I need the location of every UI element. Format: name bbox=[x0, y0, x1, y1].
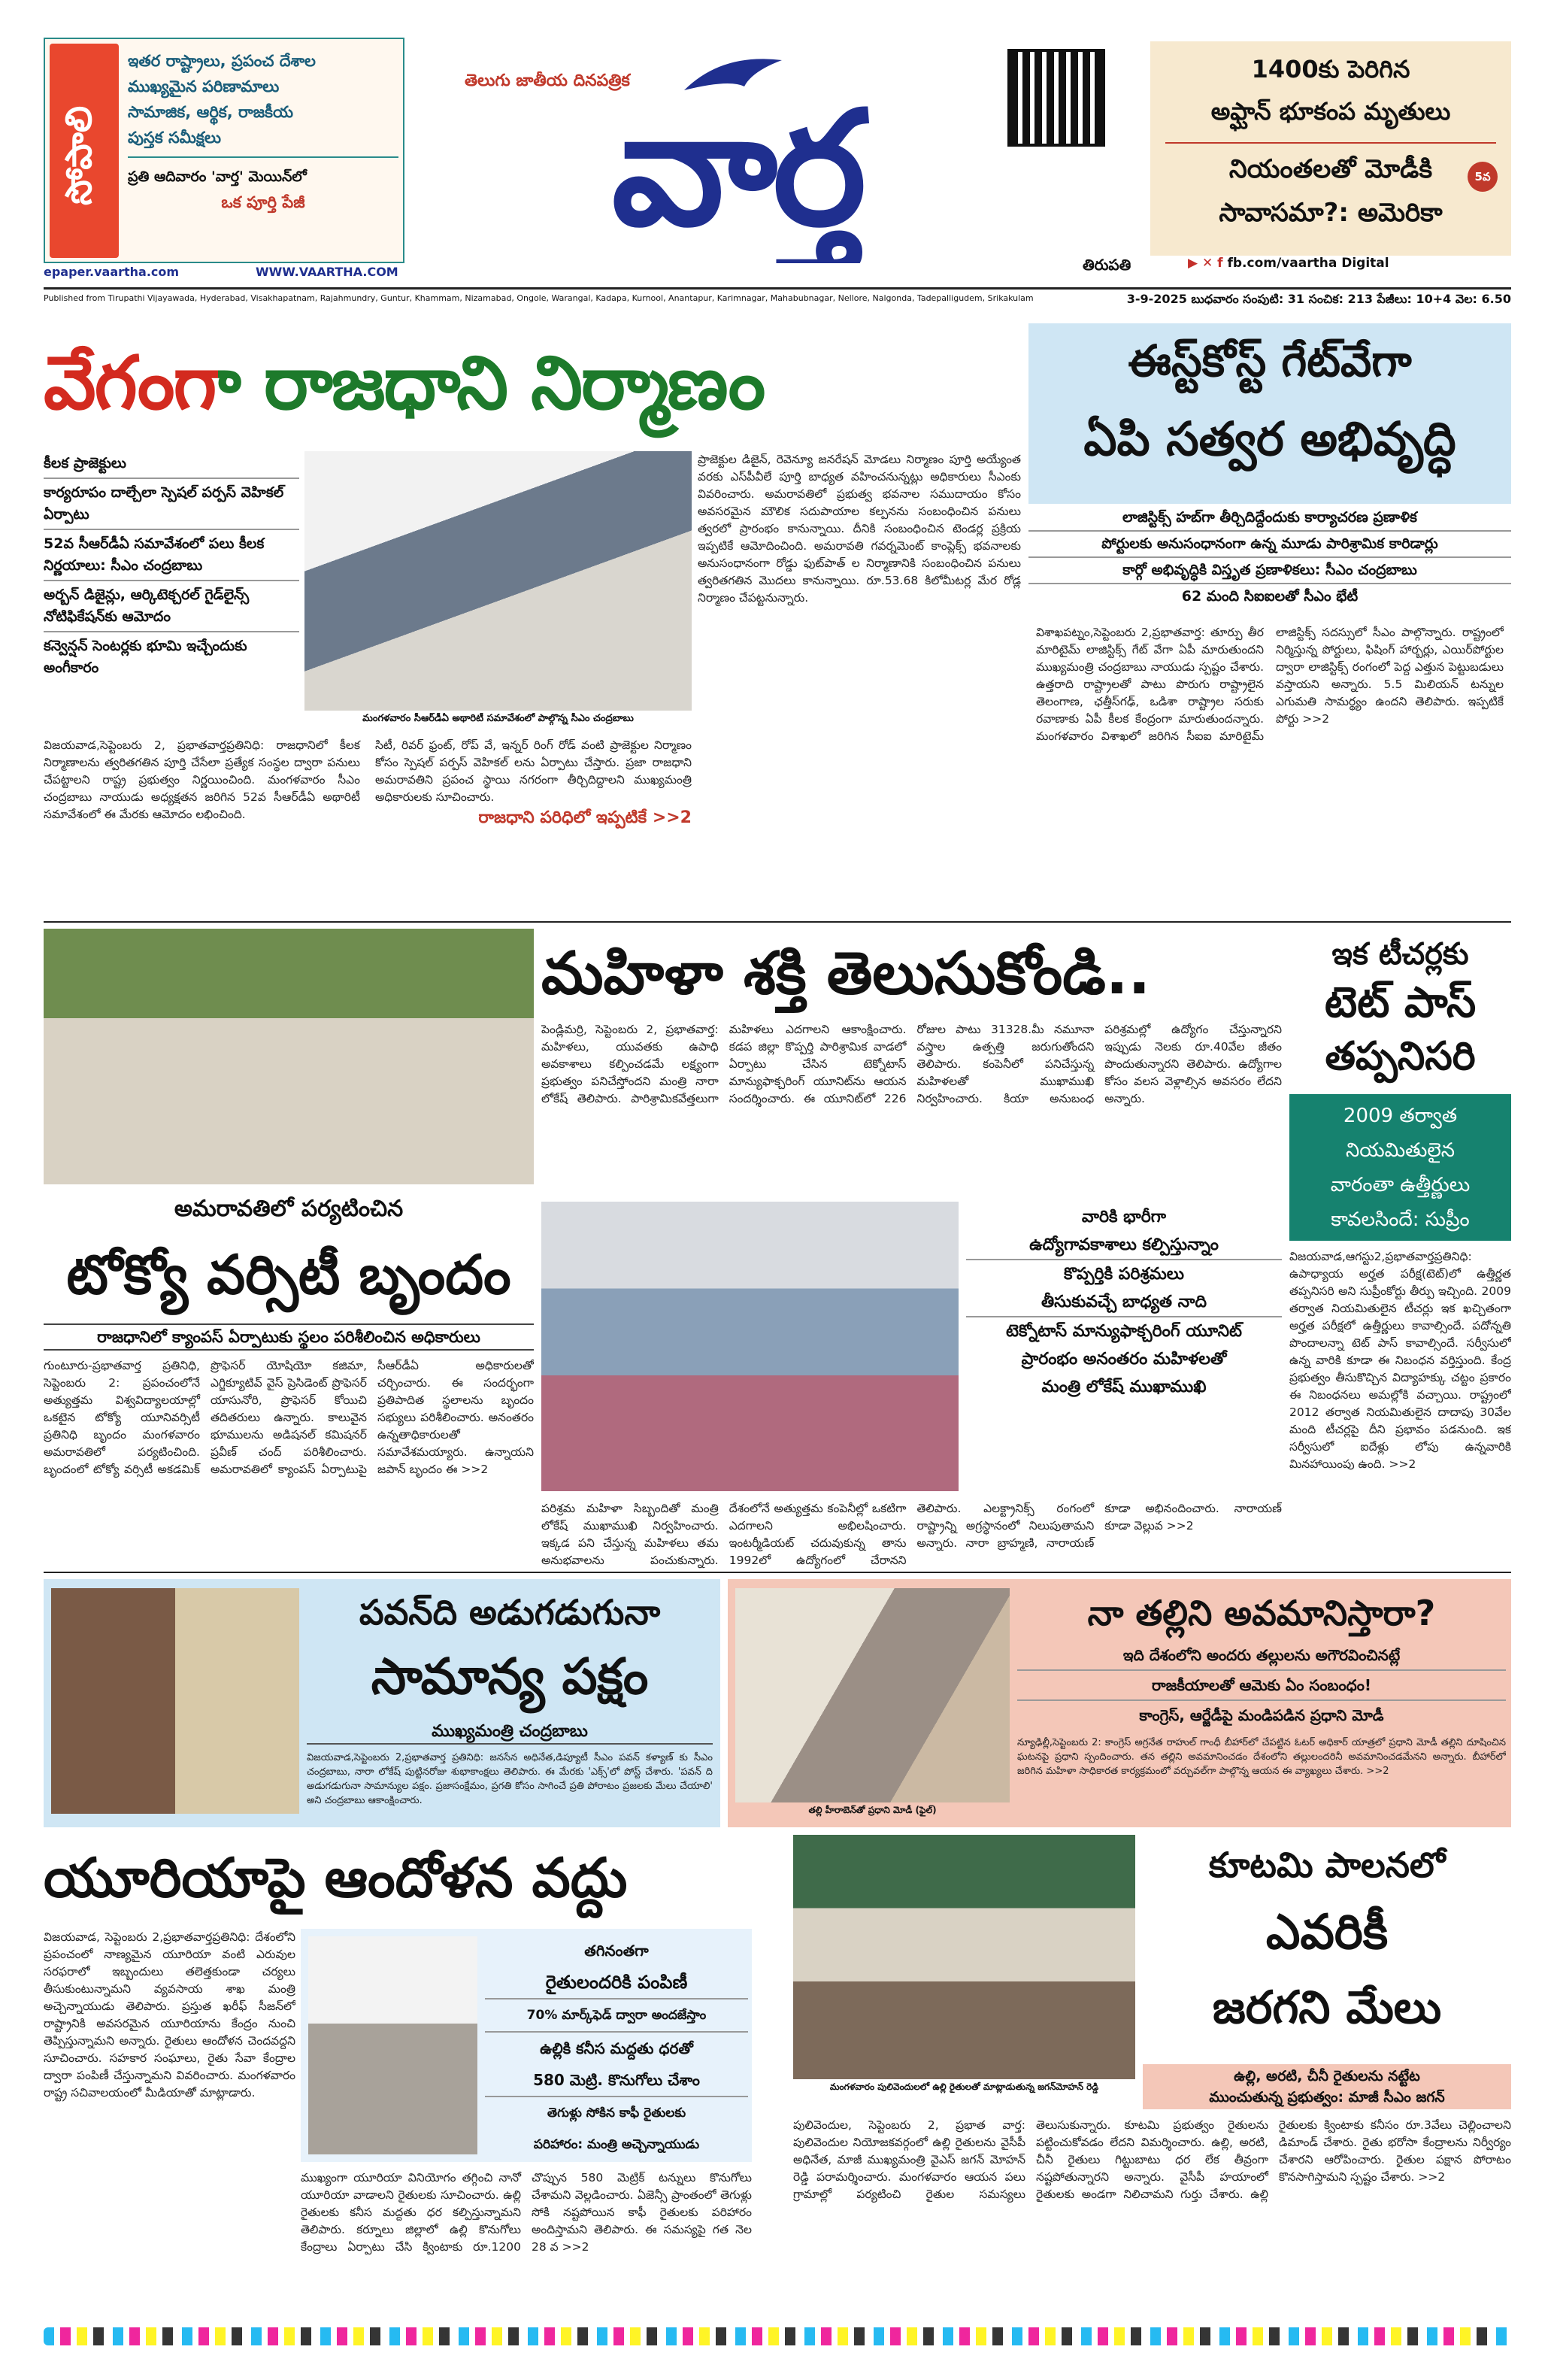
eastcoast-sub: 62 మంది సిఐఐలతో సీఎం భేటీ bbox=[1181, 588, 1359, 605]
modi-headline: నా తల్లిని అవమానిస్తారా? bbox=[1087, 1593, 1436, 1633]
lead-bullets bbox=[44, 450, 299, 728]
top-story-line: నియంతలతో మోడీకి bbox=[1228, 154, 1433, 184]
eastcoast-sub: కార్గో అభివృద్ధికి విస్తృత ప్రణాళికలు: సీఎం చంద్రబాబు bbox=[1028, 558, 1511, 584]
modi-photo-caption: తల్లి హీరాబెన్‌తో ప్రధాని మోడీ (ఫైల్) bbox=[808, 1805, 937, 1815]
published-from: Published from Tirupathi Vijayawada, Hyderabad, Visakhapatnam, Rajahmundry, Guntur, Khammam, Nizamabad, Ongole, Warangal, Kadapa, Kurnool, Anantapur, Karimnagar, Mahabubnagar, Nellore, Nalgonda, Tadepalligudem, Srikakulam bbox=[44, 293, 1034, 303]
lead-body-bottom bbox=[44, 737, 692, 932]
women-sub: ఉద్యోగావకాశాలు కల్పిస్తున్నాం bbox=[966, 1231, 1282, 1260]
promo-badge bbox=[50, 44, 119, 258]
website-link[interactable]: WWW.VAARTHA.COM bbox=[256, 265, 398, 279]
jagan-photo bbox=[793, 1835, 1135, 2079]
kootami-body: పులివెందుల, సెప్టెంబరు 2, ప్రభాత వార్త: పులివెందుల నియోజకవర్గంలో ఉల్లి రైతులను వైసీపీ అధినేత, మాజీ ముఖ్యమంత్రి వైఎస్ జగన్ మోహన్ రెడ్డి పరామర్శించారు. మంగళవారం ఆయన పలు గ్రామాల్లో పర్యటించి రైతుల సమస్యలు తెలుసుకున్నారు. కూటమి ప్రభుత్వం రైతులను పట్టించుకోవడం లేదని విమర్శించారు. ఉల్లి, అరటి, చీనీ రైతులు గిట్టుబాటు ధర లేక తీవ్రంగా నష్టపోతున్నారని అన్నారు. వైసీపీ హయాంలో రైతులకు అండగా నిలిచామని గుర్తు చేశారు. ఉల్లి రైతులకు క్వింటాకు కనీసం రూ.3వేలు చెల్లించాలని డిమాండ్ చేశారు. రైతు భరోసా కేంద్రాలను నిర్వీర్యం చేశారని ఆరోపించారు. రైతుల పక్షాన పోరాటం కొనసాగిస్తామని స్పష్టం చేశారు. >>2 bbox=[793, 2118, 1511, 2201]
lead-bullet: అర్బన్ డిజైన్లు, ఆర్కిటెక్చరల్ గైడ్‌లైన్స్ నోటిఫికేషన్‌కు ఆమోదం bbox=[44, 581, 299, 632]
masthead-rule bbox=[44, 287, 1511, 290]
urea-box-line: తగినంతగా bbox=[584, 1942, 649, 1960]
urea-box-line: ఉల్లికి కనీస మద్దతు ధరతో bbox=[540, 2039, 693, 2057]
women-headline[interactable]: మహిళా శక్తి తెలుసుకోండి.. bbox=[541, 940, 1151, 1008]
eastcoast-subs bbox=[1028, 505, 1511, 618]
urea-body2: ముఖ్యంగా యూరియా వినియోగం తగ్గించి నానో యూరియా వాడాలని రైతులకు సూచించారు. ఉల్లి రైతులకు కనీస మద్దతు ధర కల్పిస్తున్నామని తెలిపారు. కర్నూలు జిల్లాలో ఉల్లి కొనుగోలు కేంద్రాలు ఏర్పాటు చేసి క్వింటాకు రూ.1200 చొప్పున 580 మెట్రిక్ టన్నులు కొనుగోలు చేశామని వెల్లడించారు. ఏజెన్సీ ప్రాంతంలో తెగుళ్లు సోకి నష్టపోయిన కాఫీ రైతులకు పరిహారం అందిస్తామని తెలిపారు. ఈ సమస్యపై గత నెల 28 వ >>2 bbox=[301, 2171, 752, 2254]
tet-box-line: నియమితులైన bbox=[1345, 1139, 1456, 1162]
lead-paragraph: సిటీ, రివర్ ఫ్రంట్, రోప్ వే, ఇన్నర్ రింగ్ రోడ్ వంటి ప్రాజెక్టుల నిర్మాణం కోసం స్పెషల్ పర్పస్ వెహికల్ లను ఏర్పాటు చేస్తారు. ప్రజా రాజధాని అమరావతిని ప్రపంచ స్థాయి నగరంగా తీర్చిదిద్దాలని ముఖ్యమంత్రి అధికారులకు సూచించారు. bbox=[375, 738, 692, 804]
kootami-headline-line: జరగని మేలు bbox=[1212, 1981, 1442, 2034]
eastcoast-sub: లాజిస్టిక్స్ హబ్‌గా తీర్చిదిద్దేందుకు కార్యాచరణ ప్రణాళిక bbox=[1028, 505, 1511, 532]
qr-code-icon bbox=[1007, 49, 1105, 147]
promo-box bbox=[44, 38, 404, 263]
women-photo-subs bbox=[966, 1203, 1282, 1493]
tet-headline-line: ఇక టీచర్లకు bbox=[1331, 937, 1469, 972]
top-story-line: సావాసమా?: అమెరికా bbox=[1219, 198, 1443, 228]
urea-box bbox=[301, 1929, 752, 2162]
eastcoast-headline: ఏపి సత్వర అభివృద్ధి bbox=[1083, 411, 1456, 466]
urea-box-line: రైతులందరికి పంపిణీ bbox=[485, 1966, 748, 2000]
tokyo-photo-caption: అమరావతిలో పర్యటించిన bbox=[174, 1196, 404, 1222]
women-body: పెండ్లిమర్రి, సెప్టెంబరు 2, ప్రభాతవార్త: మహిళలు, యువతకు ఉపాధి అవకాశాలు కల్పించడమే లక్ష్యంగా ప్రభుత్వం పనిచేస్తోందని మంత్రి నారా లోకేష్ తెలిపారు. పారిశ్రామికవేత్తలుగా మహిళలు ఎదగాలని ఆకాంక్షించారు. కడప జిల్లా కొప్పర్తి పారిశ్రామిక వాడలో ఏర్పాటు చేసిన టెక్నోటాస్ మాన్యుఫాక్చరింగ్ యూనిట్‌ను ఆయన సందర్శించారు. ఈ యూనిట్‌లో 226 రోజుల పాటు 31328.మీ నమూనా వస్త్రాల ఉత్పత్తి జరుగుతోందని తెలిపారు. కంపెనీలో పనిచేస్తున్న మహిళలతో ముఖాముఖి నిర్వహించారు. కియా అనుబంధ పరిశ్రమల్లో ఉద్యోగం చేస్తున్నారని ఇప్పుడు నెలకు రూ.40వేల జీతం పొందుతున్నారని తెలిపారు. ఉద్యోగాల కోసం వలస వెళ్లాల్సిన అవసరం లేదని అన్నారు. bbox=[541, 1023, 1282, 1105]
eastcoast-sub: పోర్టులకు అనుసంధానంగా ఉన్న మూడు పారిశ్రామిక కారిడార్లు bbox=[1028, 532, 1511, 558]
lead-paragraph: విజయవాడ,సెప్టెంబరు 2, ప్రభాతవార్తప్రతినిధి: రాజధానిలో కీలక నిర్మాణాలను త్వరితగతిన పూర్తి చేసేలా ప్రత్యేక సంస్థల ద్వారా పనులు చేపట్టాలని రాష్ట్ర ప్రభుత్వం నిర్ణయించింది. మంగళవారం సీఎం చంద్రబాబు నాయుడు అధ్యక్షతన జరిగిన 52వ సీఆర్‌డీఏ అథారిటీ సమావేశంలో ఈ మేరకు ఆమోదం లభించింది. bbox=[44, 738, 360, 821]
urea-body: విజయవాడ, సెప్టెంబరు 2,ప్రభాతవార్తప్రతినిధి: దేశంలోని ప్రపంచంలో నాణ్యమైన యూరియా వంటి ఎరువుల సరఫరాలో ఇబ్బందులు తలెత్తకుండా చర్యలు తీసుకుంటున్నామని వ్యవసాయ శాఖ మంత్రి అచ్చెన్నాయుడు తెలిపారు. ప్రస్తుత ఖరీఫ్ సీజన్‌లో రాష్ట్రానికి అవసరమైన యూరియాను కేంద్రం నుంచి తెప్పిస్తున్నామని అన్నారు. రైతులు ఆందోళన చెందవద్దని సూచించారు. సహకార సంఘాలు, రైతు సేవా కేంద్రాల ద్వారా పంపిణీ చేస్తున్నామని వివరించారు. మంగళవారం రాష్ట్ర సచివాలయంలో మీడియాతో మాట్లాడారు. bbox=[44, 1930, 295, 2100]
eastcoast-body: విశాఖపట్నం,సెప్టెంబరు 2,ప్రభాతవార్త: తూర్పు తీర మారిటైమ్ లాజిస్టిక్స్ గేట్ వేగా ఏపీ మారుతుందని ముఖ్యమంత్రి చంద్రబాబు నాయుడు స్పష్టం చేశారు. ఉత్తరాది రాష్ట్రాలతో పాటు పొరుగు రాష్ట్రాలైన తెలంగాణ, ఛత్తీస్‌గఢ్, ఒడిశా రాష్ట్రాల సరుకు రవాణాకు ఏపీ కీలక కేంద్రంగా మారుతుందన్నారు. మంగళవారం విశాఖలో జరిగిన సీఐఐ మారిటైమ్ లాజిస్టిక్స్ సదస్సులో సీఎం పాల్గొన్నారు. రాష్ట్రంలో నిర్మిస్తున్న పోర్టులు, ఫిషింగ్ హార్బర్లు, ఎయిర్‌పోర్టుల ద్వారా లాజిస్టిక్స్ రంగంలో పెద్ద ఎత్తున పెట్టుబడులు వస్తాయని అన్నారు. 5.5 మిలియన్ టన్నుల ఎగుమతి సామర్థ్యం ఉందని తెలిపారు. ఇప్పటికే పోర్టు >>2 bbox=[1036, 626, 1504, 743]
kootami-headline-line: ఎవరికీ bbox=[1265, 1905, 1389, 1960]
lead-bullet: కీలక ప్రాజెక్టులు bbox=[44, 450, 299, 479]
promo-line: సామాజిక, ఆర్థిక, రాజకీయ bbox=[128, 103, 294, 121]
pawan-headline bbox=[307, 1585, 713, 1721]
lead-bullet: 52వ సీఆర్‌డీఏ సమావేశంలో పలు కీలక నిర్ణయాలు: సీఎం చంద్రబాబు bbox=[44, 530, 299, 581]
women-sub: టెక్నోటాస్ మాన్యుఫాక్చరింగ్ యూనిట్ bbox=[1005, 1322, 1242, 1341]
women-photo bbox=[541, 1202, 959, 1491]
eastcoast-headline: ఈస్ట్‌కోస్ట్ గేట్‌వేగా bbox=[1128, 335, 1412, 387]
promo-line: ఇతర రాష్ట్రాలు, ప్రపంచ దేశాల bbox=[128, 52, 316, 70]
tokyo-sub: రాజధానిలో క్యాంపస్ ఏర్పాటుకు స్థలం పరిశీలించిన అధికారులు bbox=[44, 1323, 534, 1351]
women-sub: కొప్పర్తికి పరిశ్రమలు bbox=[1063, 1265, 1185, 1284]
tet-box-line: కావలసిందే: సుప్రీం bbox=[1331, 1208, 1470, 1231]
modi-photo bbox=[735, 1588, 1010, 1802]
promo-footer: ఒక పూర్తి పేజీ bbox=[221, 193, 305, 211]
pawan-photo bbox=[51, 1588, 299, 1814]
tet-headline[interactable] bbox=[1289, 932, 1511, 1087]
tet-headline-line: తప్పనిసరి bbox=[1325, 1034, 1476, 1079]
kootami-sub: ఉల్లి, అరటి, చీనీ రైతులను నట్టేట bbox=[1234, 2068, 1420, 2084]
epaper-link[interactable]: epaper.vaartha.com bbox=[44, 265, 180, 279]
pawan-headline-line: పవన్‌ది అడుగడుగునా bbox=[359, 1592, 661, 1633]
eastcoast-headline-box[interactable] bbox=[1028, 323, 1511, 504]
modi-sub: కాంగ్రెస్, ఆర్జేడీపై మండిపడిన ప్రధాని మోడీ bbox=[1139, 1706, 1384, 1724]
top-story-box[interactable] bbox=[1150, 41, 1511, 256]
minister-photo bbox=[308, 1936, 477, 2154]
lead-bullet: కన్వెన్షన్ సెంటర్లకు భూమి ఇచ్చేందుకు అంగీకారం bbox=[44, 638, 247, 676]
tokyo-body: గుంటూరు-ప్రభాతవార్త ప్రతినిధి, సెప్టెంబరు 2: ప్రపంచంలోనే అత్యుత్తమ విశ్వవిద్యాలయాల్లో ఒకటైన టోక్యో యూనివర్సిటీ ప్రతినిధి బృందం మంగళవారం అమరావతిలో పర్యటించింది. బృందంలో టోక్యో వర్సిటీ అకడమిక్ ప్రొఫెసర్ యోషియో కజిమా, ఎగ్జిక్యూటివ్ వైస్ ప్రెసిడెంట్ ప్రొఫెసర్ యాసునోరి, ప్రొఫెసర్ కోయిచి తదితరులు ఉన్నారు. కాలువైన భూములను అడిషనల్ కమిషనర్ ప్రవీణ్ చంద్ పరిశీలించారు. అమరావతిలో క్యాంపస్ ఏర్పాటుపై సీఆర్‌డీఏ అధికారులతో చర్చించారు. ఈ సందర్భంగా ప్రతిపాదిత స్థలాలను బృందం సభ్యులు పరిశీలించారు. అనంతరం ఉన్నతాధికారులతో సమావేశమయ్యారు. ఉన్నాయని జపాన్ బృందం ఈ >>2 bbox=[44, 1359, 534, 1476]
tokyo-headline[interactable]: టోక్యో వర్సిటీ బృందం bbox=[66, 1243, 511, 1306]
urea-headline[interactable]: యూరియాపై ఆందోళన వద్దు bbox=[44, 1846, 628, 1909]
women-sub: మంత్రి లోకేష్ ముఖాముఖి bbox=[1041, 1378, 1207, 1396]
pawan-box[interactable] bbox=[44, 1579, 720, 1827]
kootami-headline-line: కూటమి పాలనలో bbox=[1208, 1845, 1446, 1885]
color-registration-bar bbox=[44, 2327, 1511, 2345]
dateline: 3-9-2025 బుధవారం సంపుటి: 31 సంచిక: 213 పేజీలు: 10+4 వెల: 6.50 bbox=[1126, 292, 1511, 306]
promo-badge-text: సోపాలి bbox=[58, 105, 100, 206]
promo-line: పుస్తక సమీక్షలు bbox=[128, 129, 222, 147]
social-handle: fb.com/vaartha Digital bbox=[1227, 256, 1389, 271]
tokyo-photo bbox=[44, 929, 534, 1184]
lead-continued[interactable]: రాజధాని పరిధిలో ఇప్పటికే >>2 bbox=[478, 808, 692, 827]
top-story-line: అఫ్ఘాన్ భూకంప మృతులు bbox=[1210, 97, 1451, 126]
pawan-headline-line: సామాన్య పక్షం bbox=[371, 1648, 649, 1705]
kootami-headline[interactable] bbox=[1143, 1835, 1511, 2060]
section-rule bbox=[44, 1572, 1511, 1573]
modi-sub: రాజకీయాలతో ఆమెకు ఏం సంబంధం! bbox=[1017, 1671, 1506, 1701]
tet-box-line: వారంతా ఉత్తీర్ణులు bbox=[1330, 1174, 1471, 1196]
women-sub: తీసుకువచ్చే బాధ్యత నాది bbox=[966, 1288, 1282, 1317]
city-label: తిరుపతి bbox=[1083, 256, 1131, 274]
urea-box-line: పరిహారం: మంత్రి అచ్చెన్నాయుడు bbox=[533, 2137, 700, 2152]
women-sub: వారికి భారీగా bbox=[1081, 1208, 1167, 1226]
page-ref-badge: 5వ bbox=[1468, 162, 1498, 192]
lead-paragraph: ప్రాజెక్టుల డిజైన్, రెవెన్యూ జనరేషన్ మోడలు నిర్మాణం పూర్తి అయ్యేంత వరకు ఎస్‌పీవీలే పూర్తి బాధ్యత వహించనున్నట్లు అధికారులు సీఎంకు వివరించారు. అమరావతిలో ప్రభుత్వ భవనాల సముదాయం కోసం అవసరమైన మౌలిక సదుపాయాల కల్పనను సంబంధించిన పనులు త్వరలో ప్రారంభం కానున్నాయి. దీనికి సంబంధించిన టెండర్ల ప్రక్రియ ఇప్పటికే ఆమోదించింది. అమరావతి గవర్నమెంట్ కాంప్లెక్స్ భవనాలకు అనుసంధానంగా రోడ్డు ఫుట్‌పాత్ ల నిర్మాణానికి సంబంధించిన పనులు త్వరితగతిన మొదలు కానున్నాయి. రూ.53.68 కిలోమీటర్ల మేర రోడ్ల నిర్మాణం చేపట్టనున్నారు. bbox=[698, 453, 1021, 605]
promo-footer: ప్రతి ఆదివారం 'వార్త' మెయిన్‌లో bbox=[128, 168, 307, 185]
jagan-photo-caption: మంగళవారం పులివెందులలో ఉల్లి రైతులతో మాట్లాడుతున్న జగన్‌మోహన్ రెడ్డి bbox=[829, 2081, 1099, 2092]
urea-box-lines bbox=[485, 1935, 748, 2160]
promo-line: ముఖ్యమైన పరిణామాలు bbox=[128, 77, 280, 96]
women-body2: పరిశ్రమ మహిళా సిబ్బందితో మంత్రి లోకేష్ ముఖాముఖి నిర్వహించారు. ఇక్కడ పని చేస్తున్న మహిళలు తమ అనుభవాలను పంచుకున్నారు. దేశంలోనే అత్యుత్తమ కంపెనీల్లో ఒకటిగా ఎదగాలని అభిలషించారు. ఇంటర్మీడియట్ చదువుకున్న తాను 1992లో ఉద్యోగంలో చేరానని తెలిపారు. ఎలక్ట్రానిక్స్ రంగంలో రాష్ట్రాన్ని అగ్రస్థానంలో నిలుపుతామని అన్నారు. నారా బ్రాహ్మణి, నారాయణ్ కూడా అభినందించారు. నారాయణ్ కూడా వెల్లువ >>2 bbox=[541, 1502, 1282, 1567]
urea-box-line: తెగుళ్లు సోకిన కాఫీ రైతులకు bbox=[547, 2106, 686, 2121]
social-bar[interactable] bbox=[1188, 256, 1504, 278]
kootami-sub: ముంచుతున్న ప్రభుత్వం: మాజీ సీఎం జగన్ bbox=[1209, 2089, 1445, 2106]
lead-body-right bbox=[698, 451, 1021, 932]
tet-box bbox=[1289, 1094, 1511, 1241]
kootami-subs bbox=[1143, 2064, 1511, 2109]
section-rule bbox=[44, 921, 1511, 923]
tet-box-line: 2009 తర్వాత bbox=[1343, 1105, 1458, 1127]
social-icons: ▶ ✕ f bbox=[1188, 256, 1228, 271]
modi-body: న్యూఢిల్లీ,సెప్టెంబరు 2: కాంగ్రెస్ అగ్రనేత రాహుల్ గాంధీ బీహార్‌లో చేపట్టిన ఓటర్ అధికార్ యాత్రలో ప్రధాని మోడీ తల్లిని దూషించిన ఘటనపై ప్రధాని స్పందించారు. తన తల్లిని అవమానించడం దేశంలోని తల్లులందరినీ అవమానించడమేనని అన్నారు. బీహార్‌లో జరిగిన మహిళా సాధికారత కార్యక్రమంలో వర్చువల్‌గా పాల్గొన్న ఆయన ఈ వ్యాఖ్యలు చేశారు. >>2 bbox=[1017, 1737, 1506, 1777]
lead-bullet: కార్యరూపం దాల్చేలా స్పెషల్ పర్పస్ వెహికల్ ఏర్పాటు bbox=[44, 479, 299, 530]
tagline: తెలుగు జాతీయ దినపత్రిక bbox=[465, 71, 630, 90]
urea-box-line: 580 మెట్రి. కొనుగోలు చేశాం bbox=[485, 2064, 748, 2097]
top-story-line: 1400కు పెరిగిన bbox=[1251, 55, 1410, 83]
tet-body: విజయవాడ,ఆగస్టు2,ప్రభాతవార్తప్రతినిధి: ఉపాధ్యాయ అర్హత పరీక్ష(టెట్)లో ఉత్తీర్ణత తప్పనిసరి అని సుప్రీంకోర్టు తీర్పు ఇచ్చింది. 2009 తర్వాత నియమితులైన టీచర్లు ఇక ఖచ్చితంగా అర్హత పరీక్షలో ఉత్తీర్ణులు కావాల్సిందే. పదోన్నతి పొందాలన్నా టెట్ పాస్ కావాల్సిందే. సర్వీసులో ఉన్న వారికి కూడా ఈ నిబంధన వర్తిస్తుంది. కేంద్ర ప్రభుత్వం తీసుకొచ్చిన విద్యాహక్కు చట్టం ప్రకారం ఈ నిబంధనలు అమల్లోకి వచ్చాయి. రాష్ట్రంలో 2012 తర్వాత నియమితులైన దాదాపు 30వేల మంది టీచర్లపై దీని ప్రభావం పడనుంది. ఇక సర్వీసులో ఐదేళ్లు లోపు ఉన్నవారికి మినహాయింపు ఉంది. >>2 bbox=[1289, 1250, 1511, 1471]
modi-sub: ఇది దేశంలోని అందరు తల్లులను అగౌరవించినట్లే bbox=[1017, 1641, 1506, 1671]
modi-subs bbox=[1017, 1641, 1506, 1731]
modi-box[interactable] bbox=[728, 1579, 1511, 1827]
pawan-body: విజయవాడ,సెప్టెంబరు 2,ప్రభాతవార్త ప్రతినిధి: జనసేన అధినేత,డిప్యూటీ సీఎం పవన్ కళ్యాణ్ కు సీఎం చంద్రబాబు, నారా లోకేష్ పుట్టినరోజు శుభాకాంక్షలు తెలిపారు. ఈ మేరకు 'ఎక్స్'లో పోస్ట్ చేశారు. 'పవన్ ది అడుగడుగునా సామాన్యుల పక్షం. ప్రజాసంక్షేమం, ప్రగతి కోసం సాగించే ప్రతి పోరాటం ప్రజలకు మేలు చేయాలి' అని చంద్రబాబు ఆకాంక్షించారు. bbox=[307, 1752, 713, 1806]
lead-photo bbox=[304, 451, 692, 711]
lead-photo-caption: మంగళవారం సీఆర్‌డీఏ అథారిటీ సమావేశంలో పాల్గొన్న సీఎం చంద్రబాబు bbox=[362, 713, 634, 724]
pawan-sub: ముఖ్యమంత్రి చంద్రబాబు bbox=[307, 1722, 713, 1745]
tet-headline-line: టెట్ పాస్ bbox=[1324, 978, 1477, 1027]
urea-box-line: 70% మార్క్‌ఫెడ్ ద్వారా అందజేస్తాం bbox=[485, 2000, 748, 2033]
lead-headline[interactable]: వేగంగా రాజధాని నిర్మాణం bbox=[44, 323, 1013, 444]
women-sub: ప్రారంభం అనంతరం మహిళలతో bbox=[1021, 1350, 1227, 1369]
brand-logo: వార్త bbox=[611, 77, 862, 261]
